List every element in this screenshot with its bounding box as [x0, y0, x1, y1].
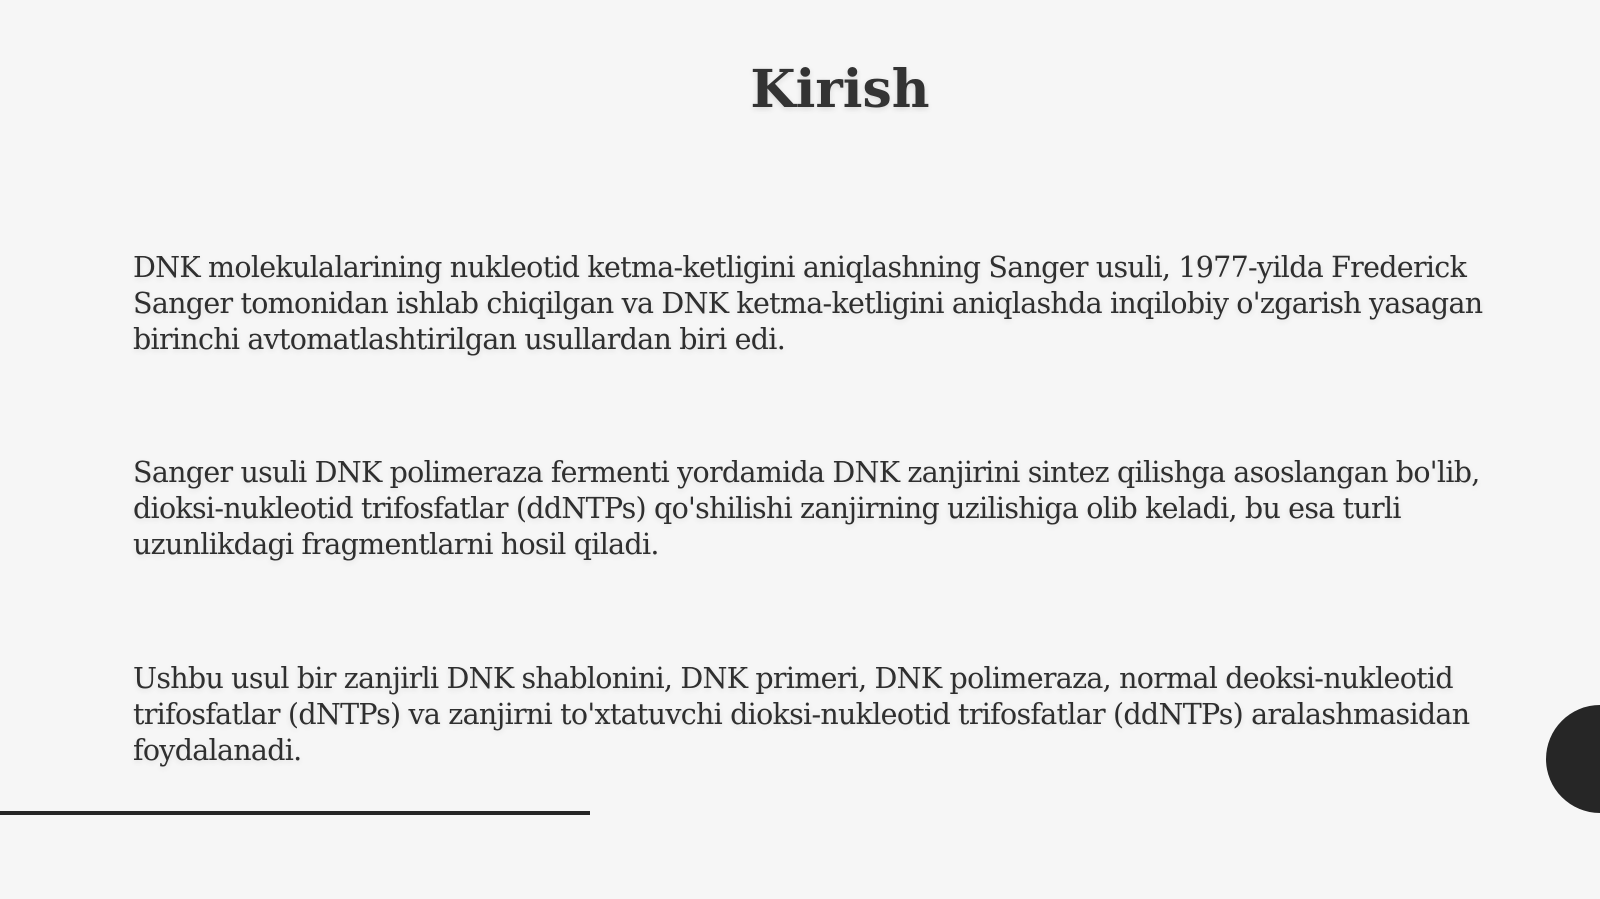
paragraph-method: Sanger usuli DNK polimeraza fermenti yordamida DNK zanjirini sintez qilishga asoslangan bo'lib, dioksi-nukleotid trifosfatlar (ddNTPs) qo'shilishi zanjirning uzilishiga olib keladi, bu esa turli uzunlikdagi fragmentlarni hosil qiladi. — [133, 456, 1480, 561]
decorative-half-circle — [1546, 705, 1600, 813]
paragraph-components: Ushbu usul bir zanjirli DNK shablonini, DNK primeri, DNK polimeraza, normal deoksi-nukleotid trifosfatlar (dNTPs) va zanjirni to'xtatuvchi dioksi-nukleotid trifosfatlar (ddNTPs) aralashmasidan foydalanadi. — [133, 662, 1470, 767]
paragraph-intro: DNK molekulalarining nukleotid ketma-ketligini aniqlashning Sanger usuli, 1977-yilda Frederick Sanger tomonidan ishlab chiqilgan va DNK ketma-ketligini aniqlashda inqilobiy o'zgarish yasagan birinchi avtomatlashtirilgan usullardan biri edi. — [133, 251, 1483, 356]
decorative-line — [0, 811, 590, 815]
slide-title: Kirish — [750, 59, 930, 120]
